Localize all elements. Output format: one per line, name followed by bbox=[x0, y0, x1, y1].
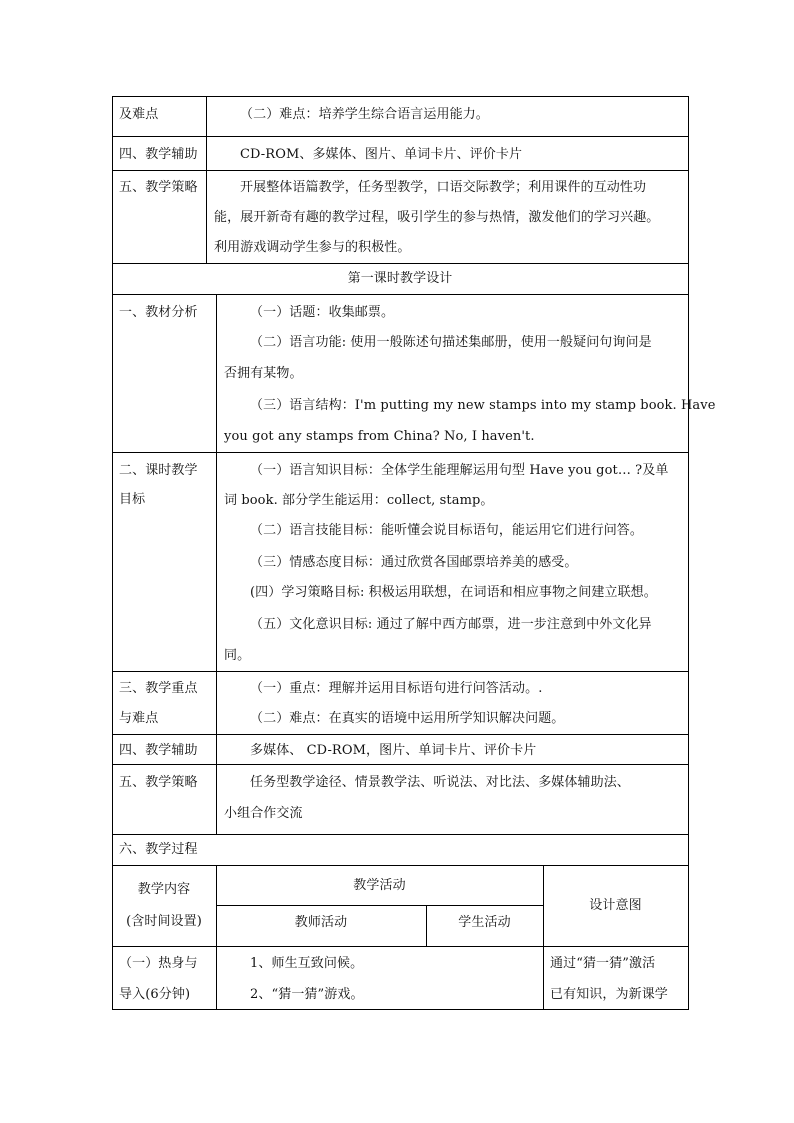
row-text: 多媒体、 CD-ROM，图片、单词卡片、评价卡片 bbox=[250, 743, 537, 758]
row-text: 开展整体语篇教学，任务型教学，口语交际教学；利用课件的互动性功 bbox=[240, 180, 647, 195]
rule bbox=[112, 764, 688, 765]
row-text: CD-ROM、多媒体、图片、单词卡片、评价卡片 bbox=[240, 147, 523, 162]
row-label: 及难点 bbox=[119, 107, 159, 122]
rule bbox=[112, 136, 688, 137]
row-text: （二）难点：培养学生综合语言运用能力。 bbox=[240, 107, 489, 122]
row-label: 四、教学辅助 bbox=[119, 743, 198, 758]
row-text: （一）重点：理解并运用目标语句进行问答活动。. bbox=[250, 681, 543, 696]
row-label: 五、教学策略 bbox=[119, 775, 198, 790]
rule bbox=[216, 294, 217, 834]
row-label: 一、教材分析 bbox=[119, 305, 198, 320]
rule bbox=[206, 96, 207, 263]
process-stage: （一）热身与 bbox=[119, 956, 198, 971]
rule bbox=[112, 834, 688, 835]
row-label: 二、课时教学 bbox=[119, 463, 198, 478]
row-text: you got any stamps from China? No, I haven't. bbox=[224, 429, 535, 444]
row-text: 小组合作交流 bbox=[224, 806, 303, 821]
row-text: 否拥有某物。 bbox=[224, 366, 303, 381]
header-intent: 设计意图 bbox=[589, 898, 642, 913]
rule bbox=[216, 905, 543, 906]
section-title: 第一课时教学设计 bbox=[347, 271, 453, 286]
rule bbox=[112, 946, 688, 947]
teacher-activity: 1、师生互致问候。 bbox=[250, 956, 364, 971]
header-activities: 教学活动 bbox=[353, 878, 406, 893]
rule bbox=[112, 734, 688, 735]
row-text: （三）情感态度目标：通过欣赏各国邮票培养美的感受。 bbox=[250, 555, 578, 570]
design-intent: 通过“猜一猜”激活 bbox=[550, 956, 656, 971]
rule bbox=[112, 96, 113, 1010]
teacher-activity: 2、“猜一猜”游戏。 bbox=[250, 987, 364, 1002]
row-text: （二）语言技能目标：能听懂会说目标语句，能运用它们进行问答。 bbox=[250, 523, 644, 538]
row-text: 利用游戏调动学生参与的积极性。 bbox=[214, 240, 411, 255]
rule bbox=[112, 96, 688, 97]
rule bbox=[112, 263, 688, 264]
header-content: 教学内容 bbox=[137, 882, 191, 897]
row-text: （五）文化意识目标: 通过了解中西方邮票，进一步注意到中外文化异 bbox=[250, 617, 652, 632]
row-text: 任务型教学途径、情景教学法、听说法、对比法、多媒体辅助法、 bbox=[250, 775, 630, 790]
header-teacher: 教师活动 bbox=[294, 915, 348, 930]
rule bbox=[112, 1009, 688, 1010]
row-text: (四）学习策略目标: 积极运用联想，在词语和相应事物之间建立联想。 bbox=[250, 585, 657, 600]
row-text: （三）语言结构：I'm putting my new stamps into my stamp book. Have bbox=[250, 398, 716, 413]
design-intent: 已有知识，为新课学 bbox=[550, 987, 668, 1002]
rule bbox=[688, 96, 689, 1010]
rule bbox=[112, 170, 688, 171]
row-text: 能，展开新奇有趣的教学过程，吸引学生的参与热情，激发他们的学习兴趣。 bbox=[214, 210, 660, 225]
rule bbox=[112, 865, 688, 866]
rule bbox=[543, 865, 544, 1009]
row-text: （一）语言知识目标：全体学生能理解运用句型 Have you got… ?及单 bbox=[250, 463, 669, 478]
row-label: 五、教学策略 bbox=[119, 180, 198, 195]
process-stage: 导入(6分钟) bbox=[119, 987, 191, 1002]
row-text: （二）难点：在真实的语境中运用所学知识解决问题。 bbox=[250, 711, 565, 726]
header-student: 学生活动 bbox=[458, 915, 511, 930]
row-text: （二）语言功能: 使用一般陈述句描述集邮册，使用一般疑问句询问是 bbox=[250, 335, 652, 350]
row-text: 同。 bbox=[224, 648, 251, 663]
rule bbox=[112, 294, 688, 295]
row-label: 与难点 bbox=[119, 711, 159, 726]
row-text: （一）话题：收集邮票。 bbox=[250, 305, 395, 320]
row-text: 词 book. 部分学生能运用：collect, stamp。 bbox=[224, 493, 494, 508]
row-label: 六、教学过程 bbox=[119, 842, 198, 857]
header-content-time: (含时间设置) bbox=[126, 914, 202, 929]
rule bbox=[112, 452, 688, 453]
rule bbox=[112, 671, 688, 672]
row-label: 三、教学重点 bbox=[119, 681, 198, 696]
row-label: 目标 bbox=[119, 492, 146, 507]
row-label: 四、教学辅助 bbox=[119, 147, 198, 162]
